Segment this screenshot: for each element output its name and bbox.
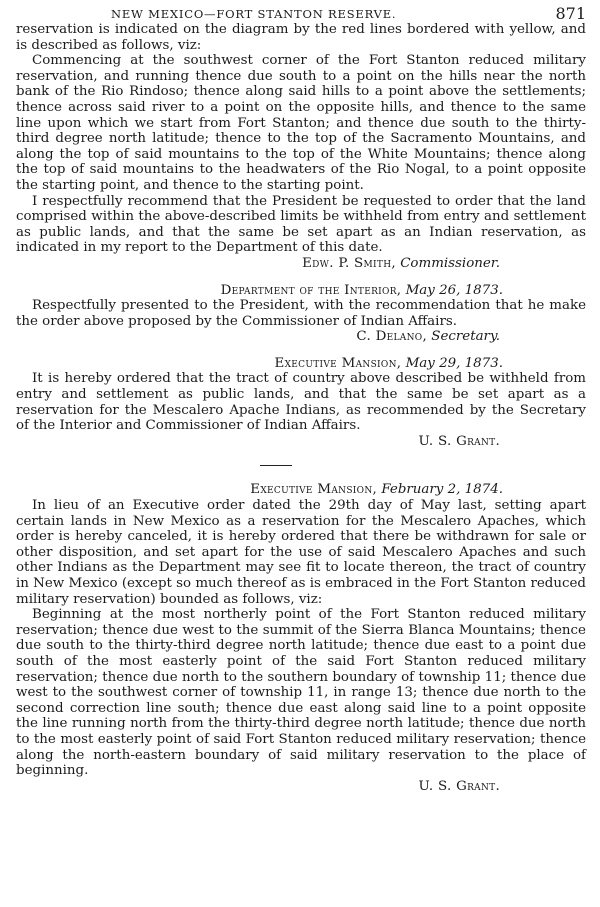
paragraph-transmittal: Respectfully presented to the President, with the recommendation that he make the order above proposed by the Commissioner of Indian Affairs.: [16, 298, 586, 329]
dateline-executive-1874: [16, 482, 586, 498]
signature-grant-1873: U. S. Grant.: [418, 433, 500, 449]
paragraph-order-1874: In lieu of an Executive order dated the 29th day of May last, setting apart certain lands in New Mexico as a reservation for the Mescalero Apaches, which order is hereby canceled, it is hereby ordered that there be withdrawn for sale or other disposition, and set apart for the use of said Mescalero Apaches and such other Indians as the Department may see fit to locate thereon, the tract of country in New Mexico (except so much thereof as is embraced in the Fort Stanton reduced military reservation) bounded as follows, viz:: [16, 498, 586, 607]
signature-grant-1874: U. S. Grant.: [418, 778, 500, 794]
dateline-date: May 29, 1873.: [405, 355, 503, 371]
dateline-office: Department of the Interior,: [220, 282, 402, 298]
paragraph-order-1873: It is hereby ordered that the tract of country above described be withheld from entry and settlement as public lands, and that the same be set apart as a reservation for the Mescalero Apache Indians, as recommended by the Secretary of the Interior and Commissioner of Indian Affairs.: [16, 371, 586, 434]
signature-commissioner: [16, 256, 586, 272]
dateline-office: Executive Mansion,: [274, 355, 402, 371]
signature-name: Edw. P. Smith,: [302, 255, 396, 271]
paragraph-recommendation: I respectfully recommend that the President be requested to order that the land comprised within the above-described limits be withheld from entry and settlement as public lands, and that the same be set apart as an Indian reservation, as indicated in my report to the Department of this date.: [16, 193, 586, 256]
paragraph-boundary-1873: Commencing at the southwest corner of the Fort Stanton reduced military reservation, and running thence due south to a point on the hills near the north bank of the Rio Rindoso; thence along said hills to a point above the settlements; thence across said river to a point on the opposite hills, and thence to the same line upon which we start from Fort Stanton; and thence due south to the thirty-third degree north latitude; thence to the top of the Sacramento Mountains, and along the top of said mountains to the top of the White Mountains; thence along the top of said mountains to the headwaters of the Rio Nogal, to a point opposite the starting point, and thence to the starting point.: [16, 53, 586, 193]
page-number: 871: [555, 4, 586, 23]
signature-name: C. Delano,: [356, 329, 427, 345]
paragraph-intro: reservation is indicated on the diagram by the red lines bordered with yellow, and is described as follows, viz:: [16, 22, 586, 53]
dateline-office: Executive Mansion,: [250, 482, 378, 498]
page-header: [16, 6, 586, 22]
section-divider: [260, 465, 292, 466]
paragraph-boundary-1874: Beginning at the most northerly point of the Fort Stanton reduced military reservation; thence due west to the summit of the Sierra Blanca Mountains; thence due south to the thirty-third degree north latitude; thence due east to a point due south of the most easterly point of the said Fort Stanton reduced military reservation; thence due north to the southern boundary of township 11; thence due west to the southwest corner of township 11, in range 13; thence due north to the second correction line south; thence due east along said line to a point opposite the line running north from the thirty-third degree north latitude; thence due north to the most easterly point of said Fort Stanton reduced military reservation; thence along the north-eastern boundary of said military reservation to the place of beginning.: [16, 607, 586, 779]
signature-secretary: [16, 329, 586, 345]
dateline-date: May 26, 1873.: [405, 282, 503, 298]
document-body: [16, 22, 586, 794]
dateline-interior: [16, 283, 586, 299]
dateline-executive-1873: [16, 356, 586, 372]
dateline-date: February 2, 1874.: [381, 482, 503, 498]
signature-title: Secretary.: [431, 329, 500, 345]
running-head: NEW MEXICO—FORT STANTON RESERVE.: [111, 7, 397, 21]
signature-title: Commissioner.: [400, 255, 500, 271]
